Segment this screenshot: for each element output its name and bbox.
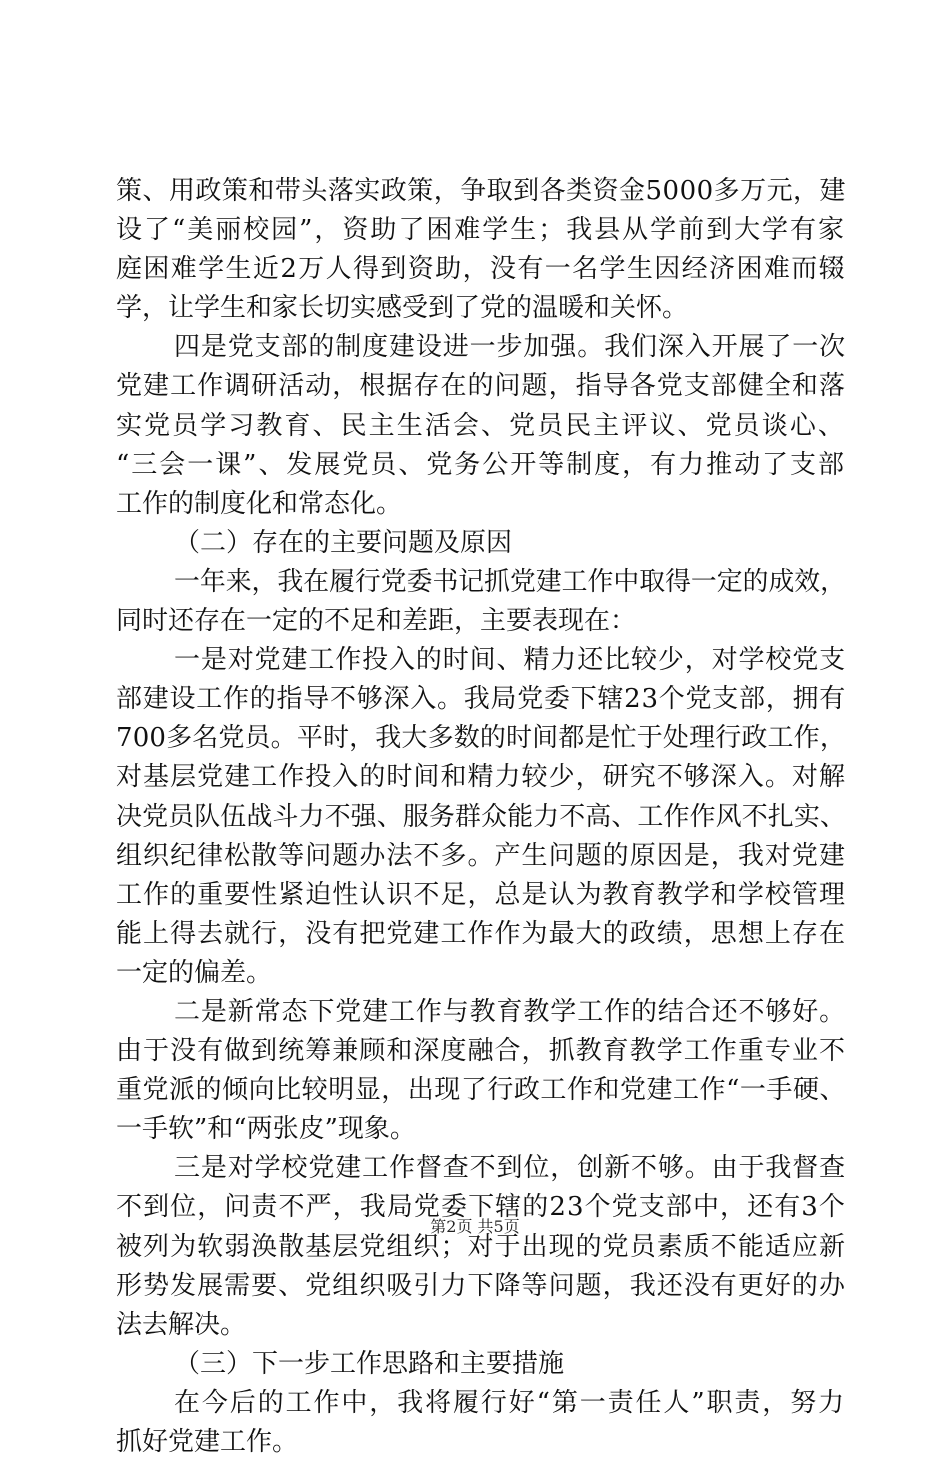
text-line: 实党员学习教育、民主生活会、党员民主评议、党员谈心、 — [116, 410, 846, 441]
text-line: 决党员队伍战斗力不强、服务群众能力不高、工作作风不扎实、 — [116, 801, 846, 832]
text-line: 学，让学生和家长切实感受到了党的温暖和关怀。 — [116, 293, 689, 324]
text-line: 法去解决。 — [116, 1309, 247, 1340]
text-line: 被列为软弱涣散基层党组织；对于出现的党员素质不能适应新 — [116, 1231, 846, 1262]
text-line: 部建设工作的指导不够深入。我局党委下辖23个党支部，拥有 — [116, 684, 846, 715]
text-line: 二是新常态下党建工作与教育教学工作的结合还不够好。 — [174, 996, 846, 1027]
text-line: 重党派的倾向比较明显，出现了行政工作和党建工作“一手硬、 — [116, 1075, 846, 1106]
text-line: 设了“美丽校园”，资助了困难学生；我县从学前到大学有家 — [116, 215, 846, 246]
document-body — [116, 172, 846, 1462]
text-line: （三）下一步工作思路和主要措施 — [174, 1348, 565, 1379]
text-line: 在今后的工作中，我将履行好“第一责任人”职责，努力 — [174, 1387, 846, 1418]
text-line: 组织纪律松散等问题办法不多。产生问题的原因是，我对党建 — [116, 840, 846, 871]
text-line: 同时还存在一定的不足和差距，主要表现在： — [116, 606, 637, 637]
text-line: 工作的制度化和常态化。 — [116, 488, 403, 519]
text-line: 一手软”和“两张皮”现象。 — [116, 1114, 416, 1145]
text-line: 庭困难学生近2万人得到资助，没有一名学生因经济困难而辍 — [116, 254, 846, 285]
text-line: 由于没有做到统筹兼顾和深度融合，抓教育教学工作重专业不 — [116, 1036, 846, 1067]
text-line: 对基层党建工作投入的时间和精力较少，研究不够深入。对解 — [116, 762, 846, 793]
text-line: （二）存在的主要问题及原因 — [174, 527, 513, 558]
page-footer: 第2页 共5页 — [430, 1217, 520, 1236]
text-line: 抓好党建工作。 — [116, 1427, 299, 1457]
text-line: 四是党支部的制度建设进一步加强。我们深入开展了一次 — [174, 332, 846, 363]
text-line: “三会一课”、发展党员、党务公开等制度，有力推动了支部 — [116, 449, 846, 480]
text-line: 形势发展需要、党组织吸引力下降等问题，我还没有更好的办 — [116, 1270, 846, 1301]
text-line: 工作的重要性紧迫性认识不足，总是认为教育教学和学校管理 — [116, 879, 846, 910]
text-line: 策、用政策和带头落实政策，争取到各类资金5000多万元，建 — [116, 176, 846, 206]
text-line: 一是对党建工作投入的时间、精力还比较少，对学校党支 — [174, 645, 846, 676]
text-line: 能上得去就行，没有把党建工作作为最大的政绩，思想上存在 — [116, 918, 846, 949]
text-line: 党建工作调研活动，根据存在的问题，指导各党支部健全和落 — [116, 371, 846, 402]
text-line: 三是对学校党建工作督查不到位，创新不够。由于我督查 — [174, 1153, 846, 1184]
text-line: 一年来，我在履行党委书记抓党建工作中取得一定的成效， — [174, 566, 846, 597]
text-line: 一定的偏差。 — [116, 957, 273, 988]
text-line: 不到位，问责不严，我局党委下辖的23个党支部中，还有3个 — [116, 1192, 846, 1223]
text-line: 700多名党员。平时，我大多数的时间都是忙于处理行政工作， — [116, 723, 846, 754]
